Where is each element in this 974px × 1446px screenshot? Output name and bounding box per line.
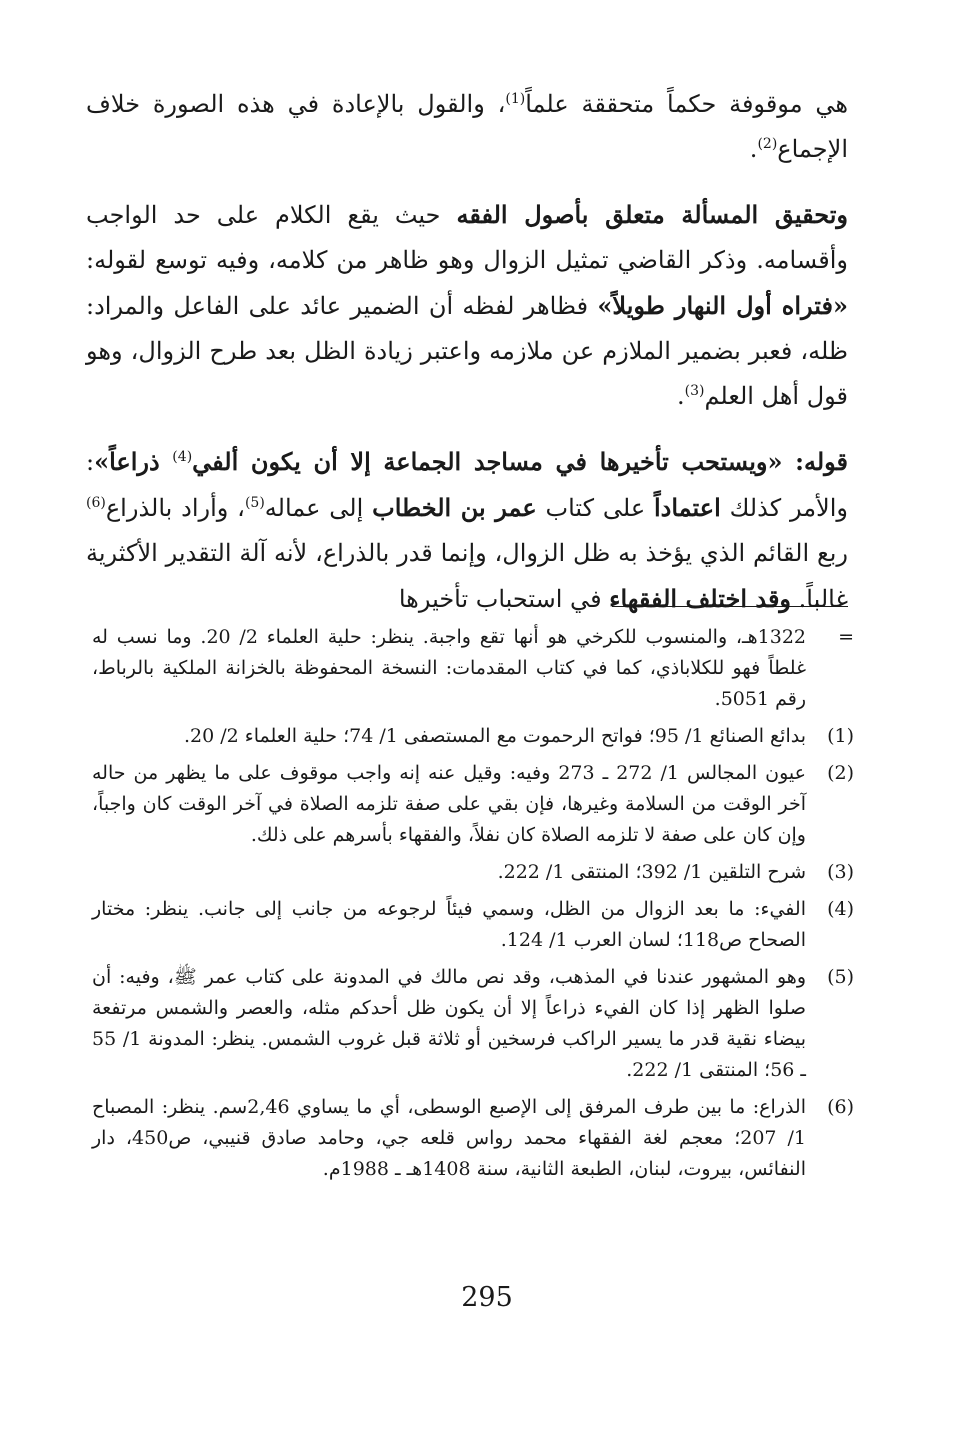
text-run: . xyxy=(749,135,758,163)
footnote-text: وهو المشهور عندنا في المذهب، وقد نص مالك في المدونة على كتاب عمر ﷺ، وفيه: أن صلوا الظهر إذا كان الفيء ذراعاً إلا أن يكون ظل أحدكم مثله، والعصر والشمس مرتفعة بيضاء نقية قدر ما يسير الراكب فرسخين أو ثلاثة قبل غروب الشمس. ينظر: المدونة 1/ 55 ـ 56؛ المنتقى 1/ 222. xyxy=(92,966,806,1081)
footnote-number: (3) xyxy=(827,861,854,883)
paragraph-3 xyxy=(86,439,848,622)
footnote-number: (1) xyxy=(827,725,854,747)
footnote-ref-3[interactable]: (3) xyxy=(684,383,705,399)
main-text xyxy=(86,82,848,642)
footnote-text: عيون المجالس 1/ 272 ـ 273 وفيه: وقيل عنه إنه واجب موقوف على ما يظهر من حاله آخر الوقت من السلامة وغيرها، فإن بقي على صفة تلزمه الصلاة في آخر الوقت كان واجباً، وإن كان على صفة لا تلزمه الصلاة كان نفلاً، والفقهاء بأسرهم على ذلك. xyxy=(92,762,806,846)
footnote-6 xyxy=(92,1092,854,1185)
text-run: حيث يقع الكلام على حد الواجب وأقسامه. وذكر القاضي تمثيل الزوال وهو ظاهر من كلامه، وفيه توسع لقوله: xyxy=(86,201,848,274)
footnotes xyxy=(92,622,854,1191)
bold-phrase: قوله: xyxy=(782,447,849,476)
footnote-separator xyxy=(612,606,848,607)
bold-quote: ذراعاً» xyxy=(94,447,173,476)
footnote-3 xyxy=(92,857,854,888)
footnote-ref-6[interactable]: (6) xyxy=(86,495,106,511)
text-run: . xyxy=(676,382,685,410)
footnote-number: = xyxy=(838,626,854,648)
text-run: إلى عماله xyxy=(264,494,373,522)
text-run: ، وأراد بالذراع xyxy=(105,494,245,522)
footnote-text: بدائع الصنائع 1/ 95؛ فواتح الرحموت مع المستصفى 1/ 74؛ حلية العلماء 2/ 20. xyxy=(183,725,806,747)
text-run: : والأمر كذلك xyxy=(86,448,848,522)
footnote-ref-4[interactable]: (4) xyxy=(172,449,193,465)
text-run: ربع القائم الذي يؤخذ به ظل الزوال، وإنما قدر بالذراع، لأنه آلة التقدير الأكثرية غالباً. xyxy=(86,539,848,613)
text-run: هي موقوفة حكماً متحققة علماً xyxy=(525,90,849,118)
bold-phrase: اعتماداً xyxy=(653,493,721,522)
footnote-text: الذراع: ما بين طرف المرفق إلى الإصبع الوسطى، أي ما يساوي 2,46سم. ينظر: المصباح 1/ 207؛ معجم لغة الفقهاء محمد رواس قلعه جي، وحامد صادق قنيبي، ص450، دار النفائس، بيروت، لبنان، الطبعة الثانية، سنة 1408هـ ـ 1988م. xyxy=(92,1096,806,1180)
footnote-text: شرح التلقين 1/ 392؛ المنتقى 1/ 222. xyxy=(497,861,806,883)
footnote-number: (6) xyxy=(827,1096,854,1118)
page-number: 295 xyxy=(461,1282,513,1313)
text-run: على كتاب xyxy=(536,494,654,522)
text-run: فظاهر لفظه أن الضمير عائد على الفاعل والمراد: ظله، فعبر بضمير الملازم عن ملازمه واعتبر زيادة الظل بعد طرح الزوال، وهو قول أهل العلم xyxy=(86,292,848,410)
footnote-ref-1[interactable]: (1) xyxy=(505,91,526,107)
paragraph-2 xyxy=(86,192,848,419)
footnote-4 xyxy=(92,894,854,956)
footnote-number: (2) xyxy=(827,762,854,784)
footnote-1 xyxy=(92,721,854,752)
bold-phrase: عمر بن الخطاب xyxy=(372,493,537,522)
bold-phrase: وقد اختلف الفقهاء xyxy=(609,584,791,613)
footnote-number: (5) xyxy=(827,966,854,988)
footnote-5 xyxy=(92,962,854,1086)
bold-quote: «ويستحب تأخيرها في مساجد الجماعة إلا أن يكون ألفي xyxy=(192,447,783,476)
text-run: في استحباب تأخيرها xyxy=(398,585,610,613)
paragraph-1 xyxy=(86,82,848,172)
text-run: ، والقول بالإعادة في هذه الصورة خلاف الإجماع xyxy=(86,90,848,163)
footnote-text: الفيء: ما بعد الزوال من الظل، وسمي فيئاً لرجوعه من جانب إلى جانب. ينظر: مختار الصحاح ص118؛ لسان العرب 1/ 124. xyxy=(92,898,806,951)
bold-quote: «فتراه أول النهار طويلاً» xyxy=(597,291,849,320)
footnote-2 xyxy=(92,758,854,851)
footnote-number: (4) xyxy=(827,898,854,920)
footnote-ref-2[interactable]: (2) xyxy=(757,136,778,152)
footnote-continued xyxy=(92,622,854,715)
footnote-text: 1322هـ، والمنسوب للكرخي هو أنها تقع واجبة. ينظر: حلية العلماء 2/ 20. وما نسب له غلطاً فهو للكلاباذي، كما في كتاب المقدمات: النسخة المحفوظة بالخزانة الملكية بالرباط، رقم 5051. xyxy=(92,626,806,710)
footnote-ref-5[interactable]: (5) xyxy=(244,495,265,511)
bold-phrase: وتحقيق المسألة متعلق بأصول الفقه xyxy=(456,200,849,229)
